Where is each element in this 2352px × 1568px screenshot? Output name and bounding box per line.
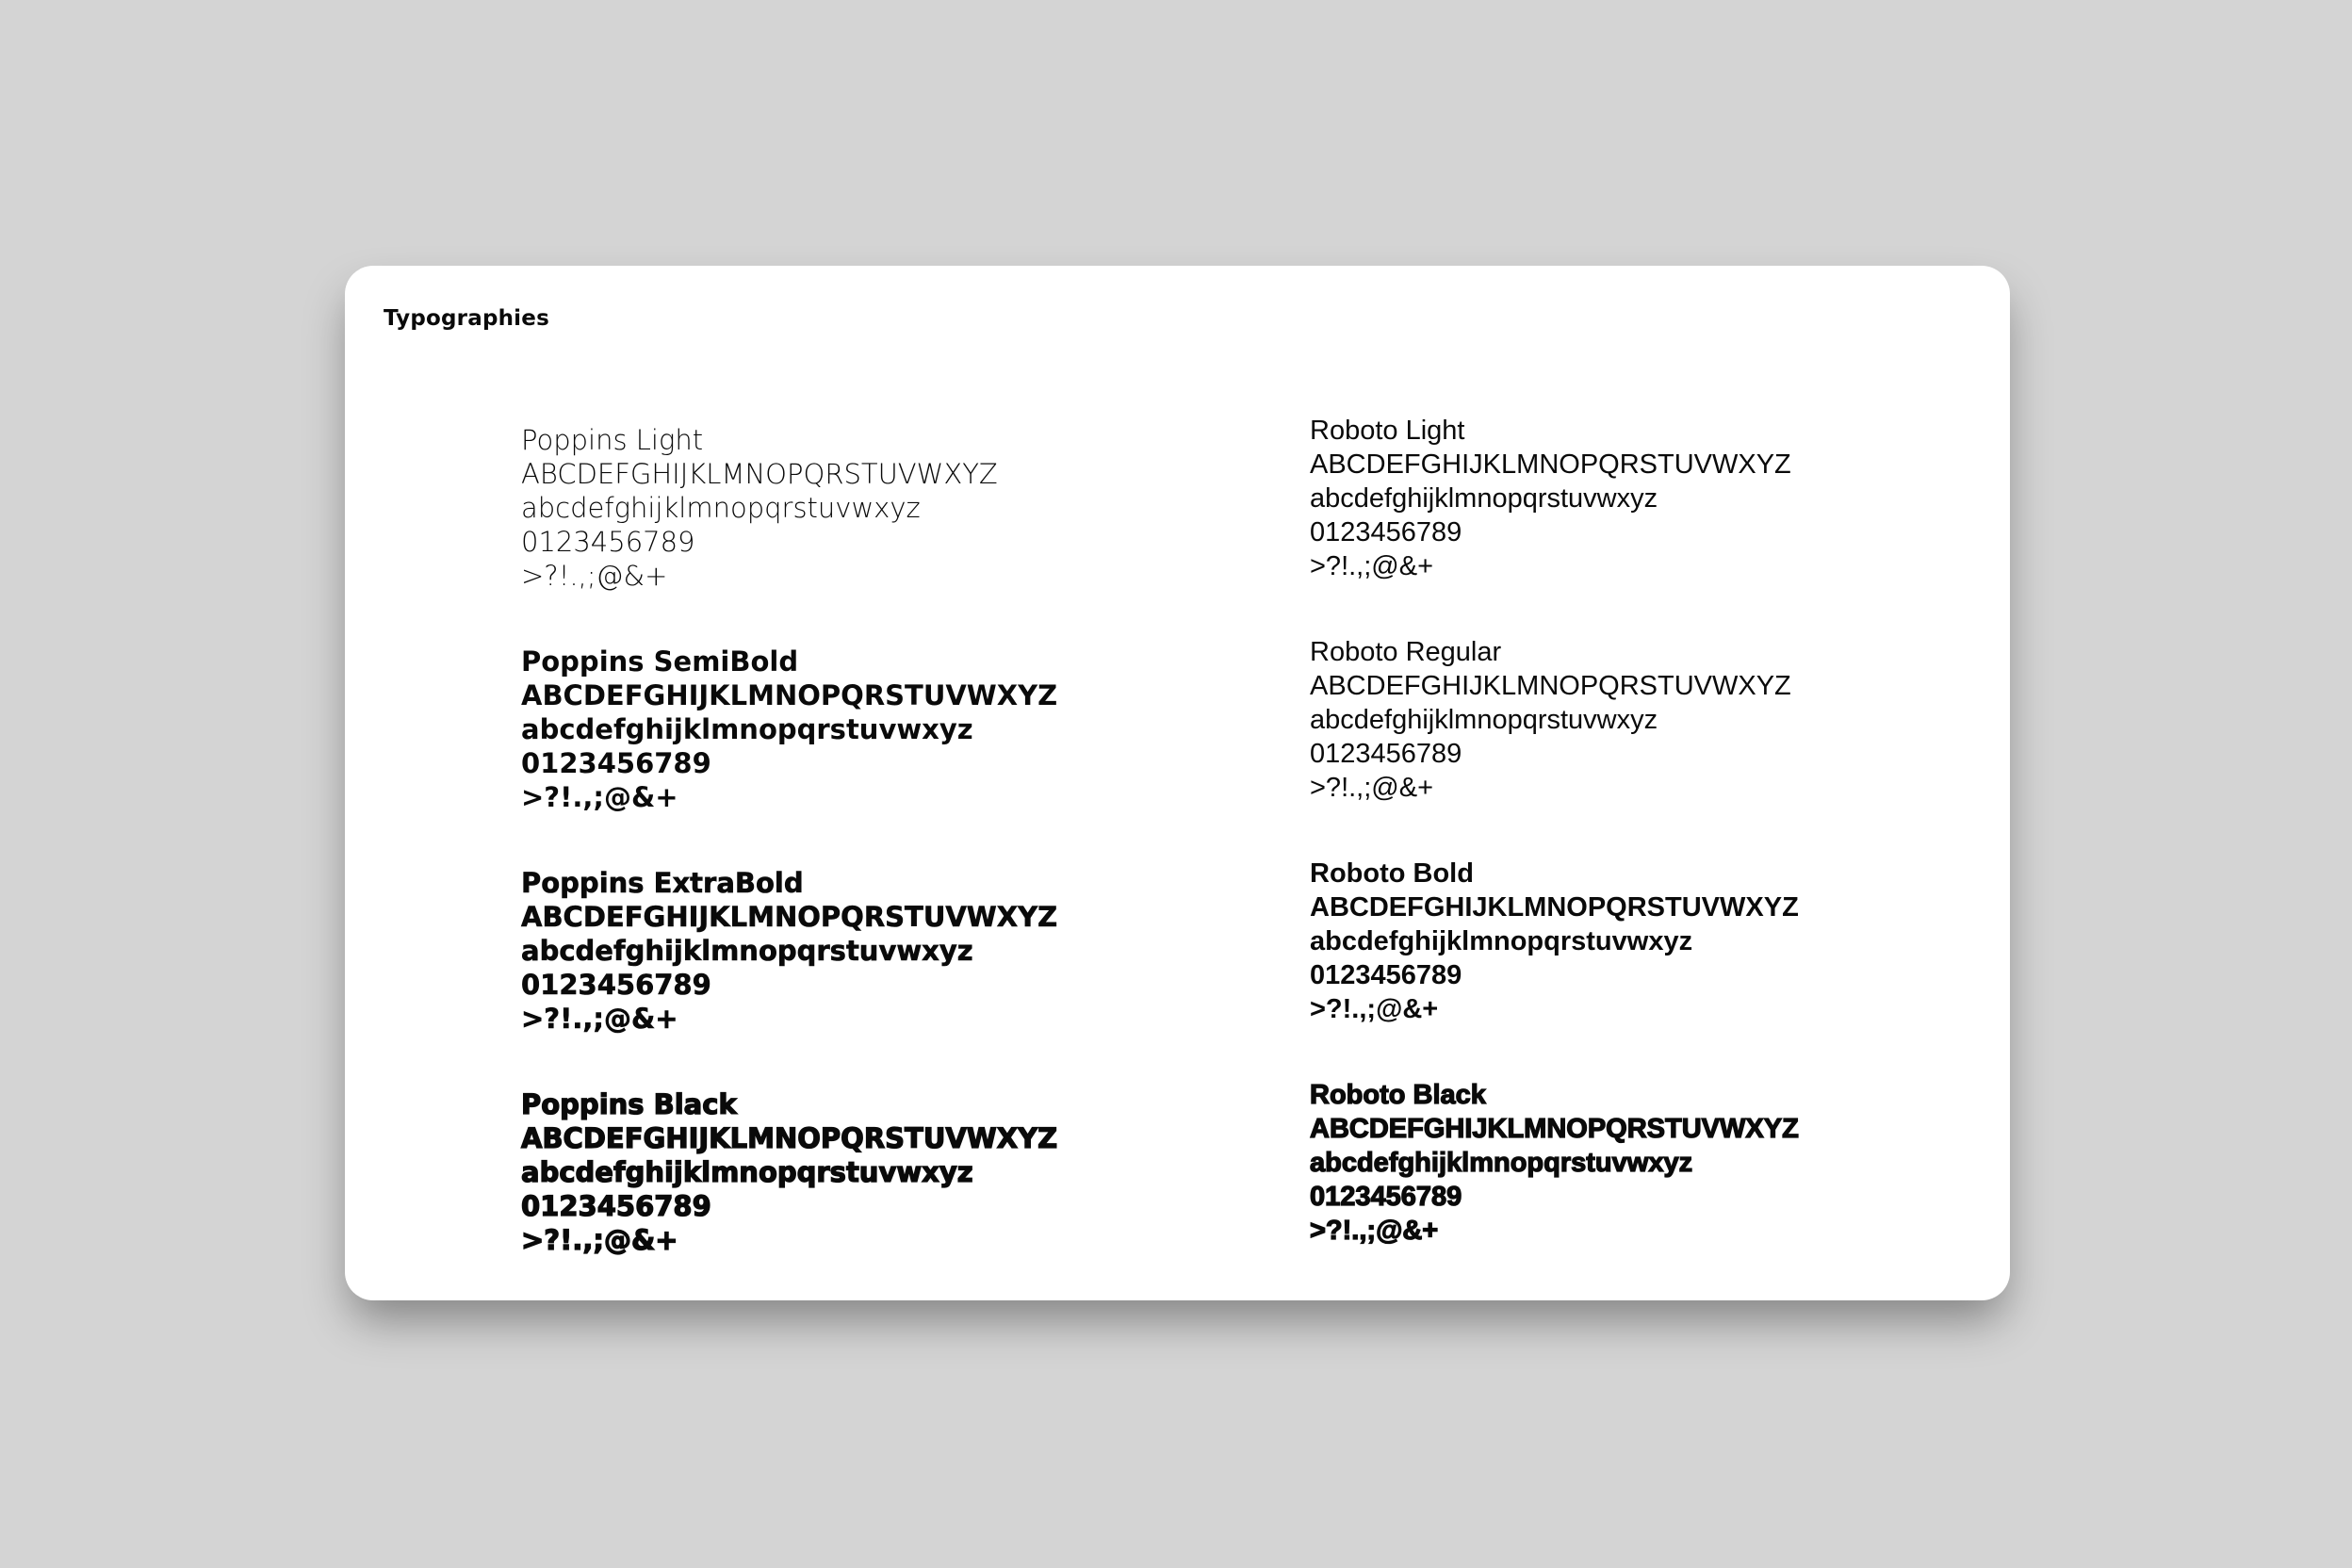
font-name: Poppins Black [521,1088,737,1120]
digits-specimen: 0123456789 [521,1190,711,1222]
uppercase-specimen: ABCDEFGHIJKLMNOPQRSTUVWXYZ [1310,449,1791,480]
digits-specimen: 0123456789 [1310,517,1462,547]
font-name: Poppins Light [521,424,704,456]
symbols-specimen: >?!.,;@&+ [1310,1216,1439,1246]
digits-specimen: 0123456789 [521,526,695,558]
symbols-specimen: >?!.,;@&+ [1310,773,1434,803]
font-section-poppins-semibold [521,645,1057,814]
digits-specimen: 0123456789 [1310,739,1462,769]
font-name: Roboto Black [1310,1080,1486,1110]
digits-specimen: 0123456789 [521,747,711,779]
lowercase-specimen: abcdefghijklmnopqrstuvwxyz [1310,705,1658,735]
symbols-specimen: >?!.,;@&+ [1310,551,1434,581]
font-section-roboto-light [1310,414,1799,583]
font-name: Poppins SemiBold [521,645,799,678]
page-title: Typographies [384,306,549,331]
digits-specimen: 0123456789 [1310,960,1462,990]
lowercase-specimen: abcdefghijklmnopqrstuvwxyz [1310,1148,1693,1178]
uppercase-specimen: ABCDEFGHIJKLMNOPQRSTUVWXYZ [1310,892,1799,923]
font-section-roboto-black [1310,1078,1799,1248]
lowercase-specimen: abcdefghijklmnopqrstuvwxyz [521,492,921,524]
symbols-specimen: >?!.,;@&+ [521,781,678,813]
font-section-poppins-black [521,1087,1057,1257]
lowercase-specimen: abcdefghijklmnopqrstuvwxyz [521,935,973,967]
font-name: Roboto Bold [1310,858,1474,889]
font-section-roboto-regular [1310,635,1799,805]
lowercase-specimen: abcdefghijklmnopqrstuvwxyz [521,1156,973,1188]
uppercase-specimen: ABCDEFGHIJKLMNOPQRSTUVWXYZ [1310,671,1791,701]
digits-specimen: 0123456789 [1310,1182,1462,1212]
uppercase-specimen: ABCDEFGHIJKLMNOPQRSTUVWXYZ [1310,1114,1799,1144]
uppercase-specimen: ABCDEFGHIJKLMNOPQRSTUVWXYZ [521,458,998,490]
lowercase-specimen: abcdefghijklmnopqrstuvwxyz [1310,926,1693,956]
uppercase-specimen: ABCDEFGHIJKLMNOPQRSTUVWXYZ [521,901,1058,933]
symbols-specimen: >?!.,;@&+ [521,1003,678,1035]
symbols-specimen: >?!.,;@&+ [521,1224,678,1256]
roboto-column [1310,414,1799,1299]
uppercase-specimen: ABCDEFGHIJKLMNOPQRSTUVWXYZ [521,1122,1058,1154]
uppercase-specimen: ABCDEFGHIJKLMNOPQRSTUVWXYZ [521,679,1058,711]
typography-board-card [345,266,2010,1300]
digits-specimen: 0123456789 [521,969,711,1001]
font-name: Roboto Light [1310,416,1465,446]
symbols-specimen: >?!.,;@&+ [1310,994,1439,1024]
symbols-specimen: >?!.,;@&+ [521,560,668,592]
font-section-poppins-extrabold [521,866,1057,1036]
font-section-poppins-light [521,423,1057,593]
font-name: Roboto Regular [1310,637,1502,667]
font-name: Poppins ExtraBold [521,867,804,899]
lowercase-specimen: abcdefghijklmnopqrstuvwxyz [1310,483,1658,514]
poppins-column [521,423,1057,1309]
lowercase-specimen: abcdefghijklmnopqrstuvwxyz [521,713,973,745]
font-section-roboto-bold [1310,857,1799,1026]
